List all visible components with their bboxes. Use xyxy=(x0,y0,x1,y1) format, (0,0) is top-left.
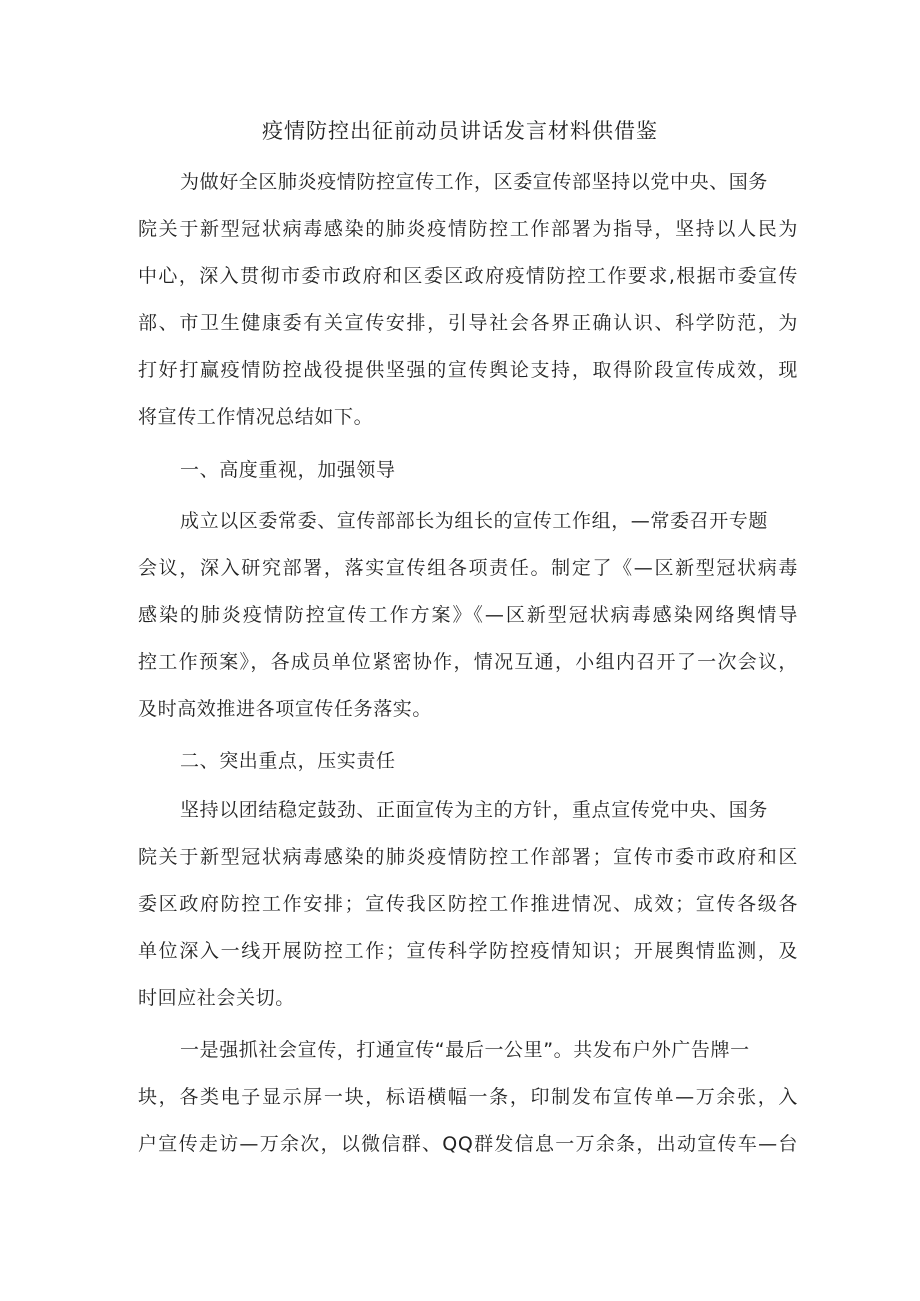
paragraph-line: 委区政府防控工作安排；宣传我区防控工作推进情况、成效；宣传各级各 xyxy=(138,893,798,915)
section-heading: 一、高度重视，加强领导 xyxy=(180,459,396,481)
document-title: 疫情防控出征前动员讲话发言材料供借鉴 xyxy=(262,119,658,143)
paragraph-line: 及时高效推进各项宣传任务落实。 xyxy=(138,698,433,720)
paragraph-line: 单位深入一线开展防控工作；宣传科学防控疫情知识；开展舆情监测，及 xyxy=(138,940,798,962)
paragraph-line: 为做好全区肺炎疫情防控宣传工作，区委宣传部坚持以党中央、国务 xyxy=(180,171,769,193)
paragraph-line: 感染的肺炎疫情防控宣传工作方案》《—区新型冠状病毒感染网络舆情导 xyxy=(138,604,798,626)
paragraph-line: 将宣传工作情况总结如下。 xyxy=(138,406,374,428)
paragraph-line: 一是强抓社会宣传，打通宣传“最后一公里”。共发布户外广告牌一 xyxy=(180,1039,750,1061)
paragraph-line: 部、市卫生健康委有关宣传安排，引导社会各界正确认识、科学防范，为 xyxy=(138,312,798,334)
paragraph-line: 院关于新型冠状病毒感染的肺炎疫情防控工作部署为指导，坚持以人民为 xyxy=(138,218,798,240)
paragraph-line: 成立以区委常委、宣传部部长为组长的宣传工作组，—常委召开专题 xyxy=(180,510,769,532)
paragraph-line: 户宣传走访—万余次，以微信群、QQ群发信息一万余条，出动宣传车—台 xyxy=(138,1133,798,1155)
paragraph-line: 会议，深入研究部署，落实宣传组各项责任。制定了《—区新型冠状病毒 xyxy=(138,557,798,579)
paragraph-line: 时回应社会关切。 xyxy=(138,987,295,1009)
section-heading: 二、突出重点，压实责任 xyxy=(180,750,396,772)
paragraph-line: 块，各类电子显示屏一块，标语横幅一条，印制发布宣传单—万余张，入 xyxy=(138,1086,798,1108)
paragraph-line: 控工作预案》，各成员单位紧密协作，情况互通，小组内召开了一次会议， xyxy=(138,651,798,673)
paragraph-line: 中心，深入贯彻市委市政府和区委区政府疫情防控工作要求,根据市委宣传 xyxy=(138,265,798,287)
paragraph-line: 打好打赢疫情防控战役提供坚强的宣传舆论支持，取得阶段宣传成效，现 xyxy=(138,359,798,381)
paragraph-line: 坚持以团结稳定鼓劲、正面宣传为主的方针，重点宣传党中央、国务 xyxy=(180,799,769,821)
paragraph-line: 院关于新型冠状病毒感染的肺炎疫情防控工作部署；宣传市委市政府和区 xyxy=(138,846,798,868)
